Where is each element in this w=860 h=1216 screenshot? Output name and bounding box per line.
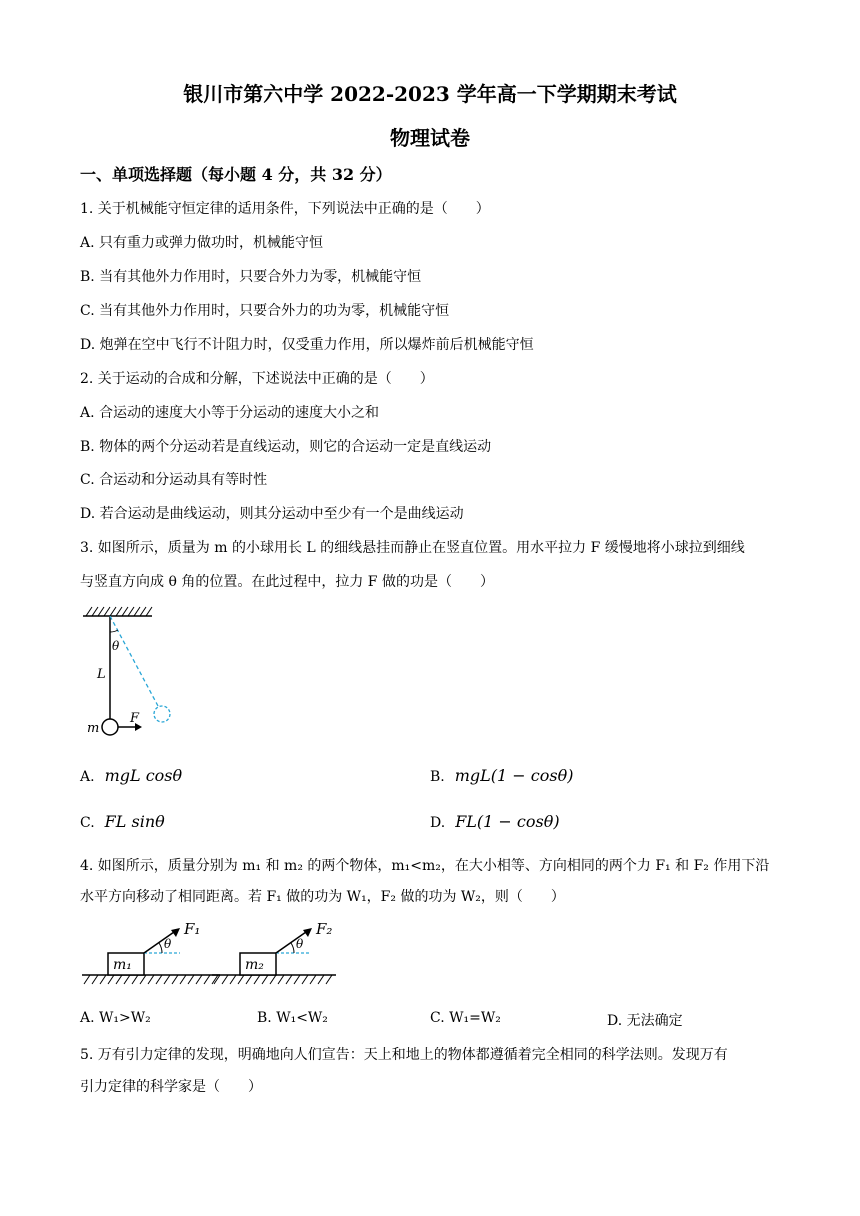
q2-option-b: B. 物体的两个分运动若是直线运动，则它的合运动一定是直线运动 (80, 439, 492, 455)
force-f2-label: F₂ (316, 920, 333, 938)
mass-m1-label: m₁ (113, 957, 132, 973)
pendulum-figure (80, 602, 200, 742)
q1-option-d: D. 炮弹在空中飞行不计阻力时，仅受重力作用，所以爆炸前后机械能守恒 (80, 337, 534, 353)
q3-option-b: B. mgL(1 − cosθ) (430, 766, 574, 785)
q3-stem-line1: 3. 如图所示，质量为 m 的小球用长 L 的细线悬挂而静止在竖直位置。用水平拉力 F 缓慢地将小球拉到细线 (80, 540, 745, 556)
q1-option-c: C. 当有其他外力作用时，只要合外力的功为零，机械能守恒 (80, 303, 450, 319)
mass-label: m (87, 721, 100, 736)
q4-stem-line2: 水平方向移动了相同距离。若 F₁ 做的功为 W₁，F₂ 做的功为 W₂，则（ ） (80, 889, 565, 905)
mass-m2-label: m₂ (245, 957, 264, 973)
q2-option-a: A. 合运动的速度大小等于分运动的速度大小之和 (80, 405, 380, 421)
q3-option-c: C. FL sinθ (80, 812, 165, 831)
q3-stem-line2: 与竖直方向成 θ 角的位置。在此过程中，拉力 F 做的功是（ ） (80, 574, 494, 590)
q4-option-b: B. W₁<W₂ (257, 1010, 328, 1026)
theta-label: θ (112, 639, 120, 653)
q4-stem-line1: 4. 如图所示，质量分别为 m₁ 和 m₂ 的两个物体，m₁<m₂，在大小相等、方向相同的两个力 F₁ 和 F₂ 作用下沿 (80, 858, 770, 874)
block-force-figure-right (210, 918, 350, 988)
exam-title: 银川市第六中学 2022-2023 学年高一下学期期末考试 (183, 82, 677, 106)
q4-option-c: C. W₁=W₂ (430, 1010, 501, 1026)
q2-option-d: D. 若合运动是曲线运动，则其分运动中至少有一个是曲线运动 (80, 506, 464, 522)
section-heading: 一、单项选择题（每小题 4 分，共 32 分） (80, 165, 392, 184)
force-f1-label: F₁ (184, 920, 201, 938)
angle-label-right: θ (296, 937, 304, 951)
q2-stem: 2. 关于运动的合成和分解，下述说法中正确的是（ ） (80, 371, 434, 387)
q4-option-d: D. 无法确定 (607, 1013, 683, 1029)
q2-option-c: C. 合运动和分运动具有等时性 (80, 472, 268, 488)
q3-option-a: A. mgL cosθ (80, 766, 183, 785)
q3-option-d: D. FL(1 − cosθ) (430, 812, 560, 831)
force-label: F (130, 711, 140, 726)
q5-stem-line1: 5. 万有引力定律的发现，明确地向人们宣告：天上和地上的物体都遵循着完全相同的科学法则。发现万有 (80, 1047, 728, 1063)
length-label: L (97, 667, 106, 682)
q1-option-b: B. 当有其他外力作用时，只要合外力为零，机械能守恒 (80, 269, 422, 285)
q1-option-a: A. 只有重力或弹力做功时，机械能守恒 (80, 235, 324, 251)
q1-stem: 1. 关于机械能守恒定律的适用条件，下列说法中正确的是（ ） (80, 201, 490, 217)
q5-stem-line2: 引力定律的科学家是（ ） (80, 1079, 262, 1095)
angle-label-left: θ (164, 937, 172, 951)
block-force-figure-left (80, 918, 220, 988)
exam-subtitle: 物理试卷 (390, 126, 470, 150)
q4-option-a: A. W₁>W₂ (80, 1010, 151, 1026)
